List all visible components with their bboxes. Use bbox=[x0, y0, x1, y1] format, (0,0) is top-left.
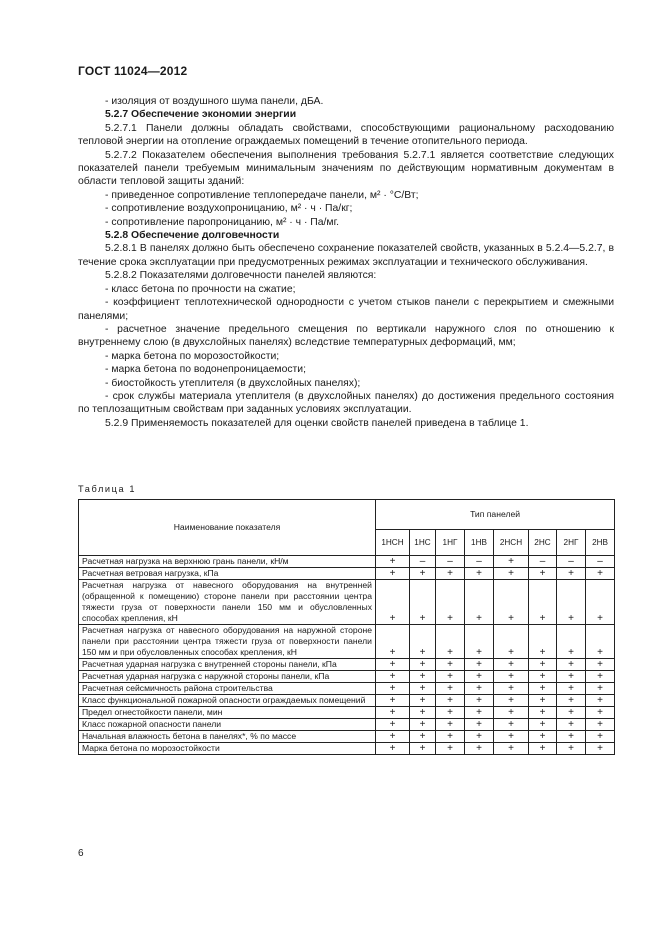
applicability-cell: + bbox=[529, 580, 557, 625]
applicability-cell: + bbox=[557, 719, 586, 731]
applicability-cell: + bbox=[376, 731, 410, 743]
row-label: Расчетная сейсмичность района строительства bbox=[79, 683, 376, 695]
document-header: ГОСТ 11024—2012 bbox=[78, 64, 188, 78]
table-row bbox=[79, 671, 615, 683]
applicability-cell: + bbox=[376, 743, 410, 755]
applicability-cell: + bbox=[410, 695, 436, 707]
applicability-cell: + bbox=[410, 671, 436, 683]
applicability-cell: + bbox=[529, 731, 557, 743]
applicability-cell: + bbox=[410, 568, 436, 580]
applicability-cell: + bbox=[436, 731, 465, 743]
applicability-cell: + bbox=[465, 580, 494, 625]
paragraph: 5.2.8.1 В панелях должно быть обеспечено сохранение показателей свойств, указанных в 5.2.4—5.2.7, в течение срока эксплуатации при предусмотренных режимах эксплуатации и технического обслуживания. bbox=[78, 243, 614, 268]
applicability-cell: + bbox=[436, 707, 465, 719]
applicability-cell: – bbox=[410, 556, 436, 568]
list-item: - изоляция от воздушного шума панели, дБА. bbox=[105, 96, 324, 107]
list-item: - сопротивление воздухопроницанию, м² · ч · Па/кг; bbox=[105, 203, 353, 215]
applicability-cell: + bbox=[586, 719, 615, 731]
applicability-cell: + bbox=[586, 731, 615, 743]
applicability-cell: + bbox=[586, 743, 615, 755]
applicability-cell: + bbox=[586, 695, 615, 707]
list-item: - срок службы материала утеплителя (в двухслойных панелях) до достижения предельного состояния по теплозащитным свойствам при заданных условиях эксплуатации. bbox=[78, 390, 614, 416]
list-item: - биостойкость утеплителя (в двухслойных панелях); bbox=[105, 377, 361, 389]
applicability-cell: + bbox=[410, 743, 436, 755]
applicability-cell: – bbox=[529, 556, 557, 568]
list-item: - марка бетона по морозостойкости; bbox=[105, 350, 280, 362]
applicability-cell: – bbox=[465, 556, 494, 568]
row-label: Предел огнестойкости панели, мин bbox=[79, 707, 376, 719]
applicability-cell: + bbox=[494, 625, 529, 659]
table-row bbox=[79, 580, 615, 625]
applicability-cell: + bbox=[494, 743, 529, 755]
applicability-cell: + bbox=[436, 743, 465, 755]
applicability-cell: + bbox=[494, 580, 529, 625]
table-row bbox=[79, 707, 615, 719]
paragraph: 5.2.7.1 Панели должны обладать свойствами, способствующими рациональному расходованию тепловой энергии на отопление ограждаемых помещений в течение отопительного периода. bbox=[78, 122, 614, 148]
applicability-cell: + bbox=[557, 659, 586, 671]
applicability-cell: + bbox=[557, 568, 586, 580]
applicability-cell: + bbox=[465, 659, 494, 671]
applicability-cell: + bbox=[465, 695, 494, 707]
applicability-cell: + bbox=[465, 743, 494, 755]
column-header-type: 1НВ bbox=[465, 530, 494, 556]
column-header-type: 1НГ bbox=[436, 530, 465, 556]
applicability-cell: + bbox=[436, 683, 465, 695]
applicability-cell: + bbox=[465, 625, 494, 659]
section-heading: 5.2.8 Обеспечение долговечности bbox=[105, 230, 280, 242]
applicability-cell: + bbox=[494, 659, 529, 671]
applicability-cell: + bbox=[529, 743, 557, 755]
applicability-cell: + bbox=[376, 707, 410, 719]
applicability-cell: + bbox=[529, 568, 557, 580]
applicability-cell: + bbox=[465, 671, 494, 683]
applicability-cell: + bbox=[557, 671, 586, 683]
properties-table bbox=[78, 499, 615, 755]
applicability-cell: + bbox=[529, 695, 557, 707]
applicability-cell: + bbox=[557, 707, 586, 719]
applicability-cell: + bbox=[494, 731, 529, 743]
row-label: Расчетная нагрузка от навесного оборудования на наружной стороне панели при расстоянии центра тяжести груза от поверхности панели 150 мм и при обусловленных способах крепления, кН bbox=[79, 625, 376, 659]
section-heading: 5.2.7 Обеспечение экономии энергии bbox=[105, 109, 297, 121]
applicability-cell: + bbox=[586, 659, 615, 671]
applicability-cell: + bbox=[436, 695, 465, 707]
applicability-cell: + bbox=[529, 659, 557, 671]
applicability-cell: + bbox=[494, 695, 529, 707]
applicability-cell: + bbox=[410, 683, 436, 695]
column-header-type: 2НСН bbox=[494, 530, 529, 556]
applicability-cell: + bbox=[410, 707, 436, 719]
applicability-cell: + bbox=[436, 580, 465, 625]
applicability-cell: + bbox=[376, 683, 410, 695]
applicability-cell: + bbox=[376, 625, 410, 659]
paragraph: 5.2.8.2 Показателями долговечности панелей являются: bbox=[105, 270, 377, 282]
column-header-type: 1НС bbox=[410, 530, 436, 556]
row-label: Расчетная ветровая нагрузка, кПа bbox=[79, 568, 376, 580]
row-label: Расчетная ударная нагрузка с наружной стороны панели, кПа bbox=[79, 671, 376, 683]
applicability-cell: + bbox=[586, 568, 615, 580]
row-label: Расчетная нагрузка от навесного оборудования на внутренней (обращенной к помещению) стороне панели при расстоянии центра тяжести груза от поверхности панели 150 мм и обусловленных способах крепления, кН bbox=[79, 580, 376, 625]
applicability-cell: + bbox=[376, 580, 410, 625]
row-label: Расчетная ударная нагрузка с внутренней стороны панели, кПа bbox=[79, 659, 376, 671]
applicability-cell: + bbox=[494, 556, 529, 568]
applicability-cell: + bbox=[557, 683, 586, 695]
page-number: 6 bbox=[78, 848, 84, 859]
list-item: - расчетное значение предельного смещения по вертикали наружного слоя по отношению к внутреннему слою (в двухслойных панелях) вследствие температурных деформаций, мм; bbox=[78, 323, 614, 349]
applicability-cell: + bbox=[529, 707, 557, 719]
applicability-cell: + bbox=[436, 625, 465, 659]
list-item: - сопротивление паропроницанию, м² · ч · Па/мг. bbox=[105, 216, 339, 228]
applicability-cell: + bbox=[529, 683, 557, 695]
table-row bbox=[79, 731, 615, 743]
table-row bbox=[79, 659, 615, 671]
table-row bbox=[79, 719, 615, 731]
table-row bbox=[79, 683, 615, 695]
applicability-cell: + bbox=[494, 707, 529, 719]
paragraph: 5.2.9 Применяемость показателей для оценки свойств панелей приведена в таблице 1. bbox=[105, 417, 529, 429]
applicability-cell: + bbox=[436, 671, 465, 683]
applicability-cell: + bbox=[586, 625, 615, 659]
applicability-cell: + bbox=[465, 568, 494, 580]
applicability-cell: + bbox=[465, 707, 494, 719]
applicability-cell: + bbox=[557, 731, 586, 743]
table-caption: Таблица 1 bbox=[78, 484, 137, 494]
applicability-cell: – bbox=[557, 556, 586, 568]
table-row bbox=[79, 568, 615, 580]
applicability-cell: + bbox=[586, 671, 615, 683]
applicability-cell: + bbox=[436, 719, 465, 731]
row-label: Начальная влажность бетона в панелях*, % по массе bbox=[79, 731, 376, 743]
table-body bbox=[79, 556, 615, 755]
applicability-cell: + bbox=[376, 719, 410, 731]
list-item: - марка бетона по водонепроницаемости; bbox=[105, 364, 306, 376]
list-item: - класс бетона по прочности на сжатие; bbox=[105, 283, 296, 295]
row-label: Класс функциональной пожарной опасности ограждаемых помещений bbox=[79, 695, 376, 707]
applicability-cell: + bbox=[557, 625, 586, 659]
applicability-cell: + bbox=[410, 625, 436, 659]
applicability-cell: + bbox=[494, 719, 529, 731]
row-label: Марка бетона по морозостойкости bbox=[79, 743, 376, 755]
column-header-type: 2НВ bbox=[586, 530, 615, 556]
list-item: - коэффициент теплотехнической однородности с учетом стыков панели с перекрытием и смежными панелями; bbox=[78, 297, 614, 322]
applicability-cell: + bbox=[410, 580, 436, 625]
applicability-cell: + bbox=[376, 671, 410, 683]
applicability-cell: + bbox=[376, 659, 410, 671]
applicability-cell: + bbox=[586, 683, 615, 695]
table-row bbox=[79, 556, 615, 568]
applicability-cell: – bbox=[436, 556, 465, 568]
applicability-cell: + bbox=[376, 556, 410, 568]
table-row bbox=[79, 695, 615, 707]
applicability-cell: + bbox=[376, 695, 410, 707]
applicability-cell: + bbox=[410, 659, 436, 671]
column-header-name: Наименование показателя bbox=[79, 500, 376, 556]
document-body bbox=[78, 95, 614, 430]
applicability-cell: + bbox=[494, 671, 529, 683]
applicability-cell: + bbox=[529, 671, 557, 683]
applicability-cell: + bbox=[557, 580, 586, 625]
applicability-cell: – bbox=[586, 556, 615, 568]
applicability-cell: + bbox=[436, 568, 465, 580]
column-header-type: 1НСН bbox=[376, 530, 410, 556]
applicability-cell: + bbox=[494, 683, 529, 695]
paragraph: 5.2.7.2 Показателем обеспечения выполнения требования 5.2.7.1 является соответствие следующих показателей панели требуемым минимальным значениям по действующим нормативным документам в области тепловой защиты зданий: bbox=[78, 149, 614, 188]
applicability-cell: + bbox=[465, 731, 494, 743]
row-label: Класс пожарной опасности панели bbox=[79, 719, 376, 731]
applicability-cell: + bbox=[586, 707, 615, 719]
row-label: Расчетная нагрузка на верхнюю грань панели, кН/м bbox=[79, 556, 376, 568]
applicability-cell: + bbox=[586, 580, 615, 625]
applicability-cell: + bbox=[410, 731, 436, 743]
applicability-cell: + bbox=[410, 719, 436, 731]
applicability-cell: + bbox=[376, 568, 410, 580]
list-item: - приведенное сопротивление теплопередаче панели, м² · °С/Вт; bbox=[105, 189, 419, 201]
column-group-header: Тип панелей bbox=[376, 500, 615, 530]
applicability-cell: + bbox=[557, 695, 586, 707]
table-row bbox=[79, 625, 615, 659]
column-header-type: 2НГ bbox=[557, 530, 586, 556]
applicability-cell: + bbox=[436, 659, 465, 671]
applicability-cell: + bbox=[494, 568, 529, 580]
applicability-cell: + bbox=[465, 683, 494, 695]
table-row bbox=[79, 743, 615, 755]
applicability-cell: + bbox=[557, 743, 586, 755]
applicability-cell: + bbox=[529, 719, 557, 731]
applicability-cell: + bbox=[465, 719, 494, 731]
applicability-cell: + bbox=[529, 625, 557, 659]
column-header-type: 2НС bbox=[529, 530, 557, 556]
